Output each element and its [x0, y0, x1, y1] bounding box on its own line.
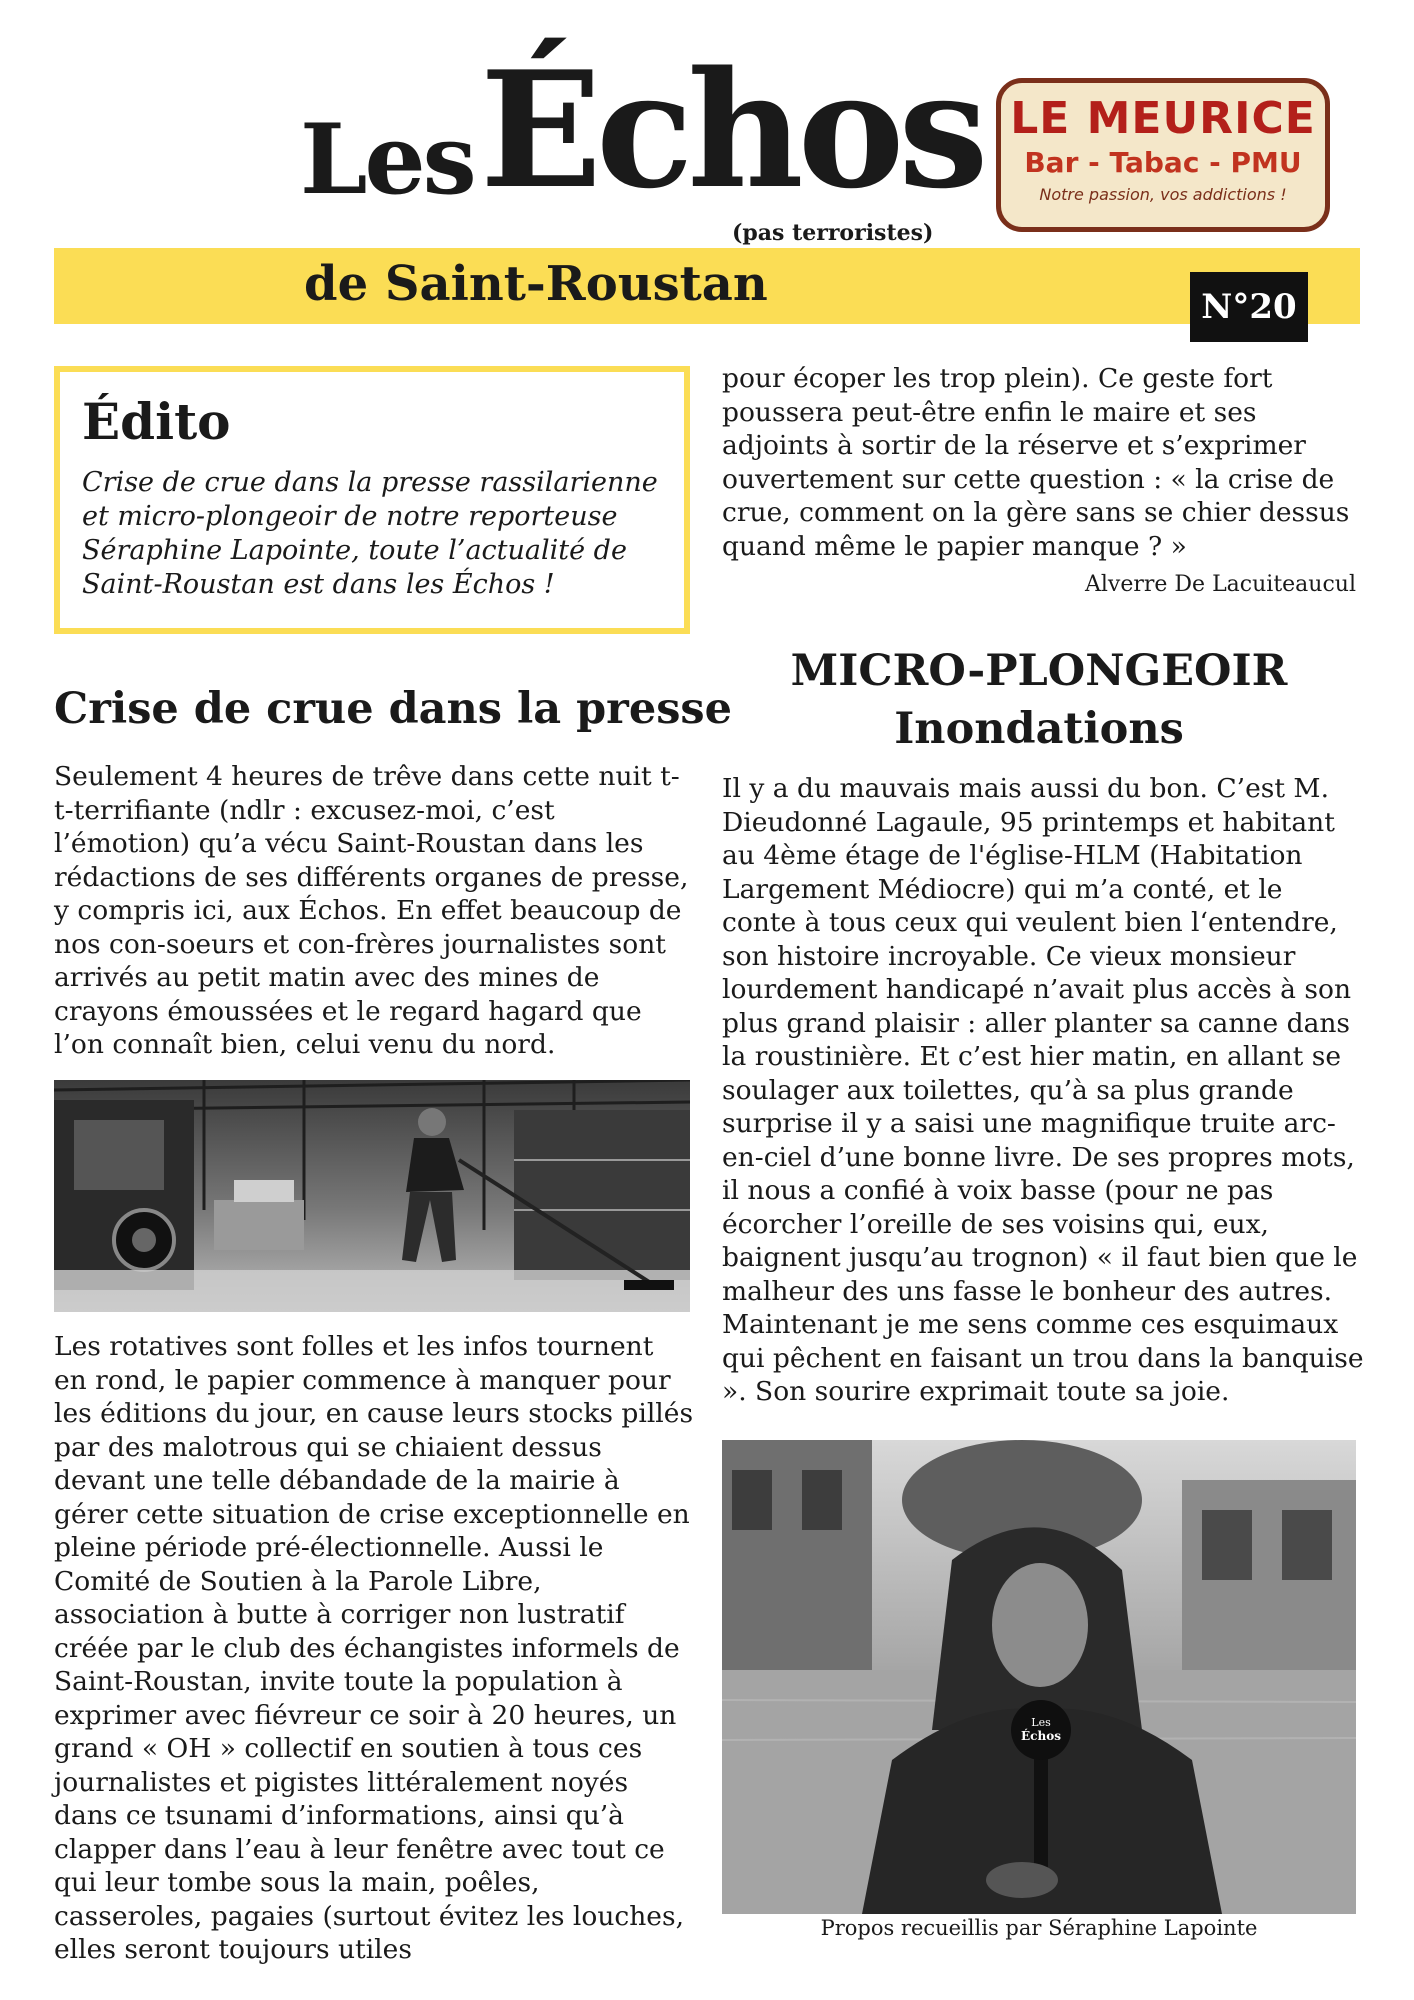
ad-name: LE MEURICE: [1010, 93, 1316, 144]
masthead-echos: Échos: [480, 36, 983, 224]
edito-box: [54, 366, 690, 634]
article1-para2: Les rotatives sont folles et les infos tournent en rond, le papier commence à manquer pour les éditions du jour, en cause leurs stocks pillés par des malotrous qui se chiaient dessus devant une telle débandade de la mairie à gérer cette situation de crise exceptionnelle en pleine période pré-électionnelle. Aussi le Comité de Soutien à la Parole Libre, association à butte à corriger non lustratif créée par le club des échangistes informels de Saint-Roustan, invite toute la population à exprimer avec fiévreur ce soir à 20 heures, un grand « OH » collectif en soutien à tous ces journalistes et pigistes littéralement noyés dans ce tsunami d’informations, ainsi qu’à clapper dans l’eau à leur fenêtre avec tout ce qui leur tombe sous la main, poêles, casseroles, pagaies (surtout évitez les louches, elles seront toujours utiles: [54, 1331, 694, 1965]
issue-number: N°20: [1190, 272, 1308, 342]
reporter-flood-photo: [722, 1440, 1356, 1914]
article1-signature: Alverre De Lacuiteaucul: [1085, 572, 1356, 597]
advertisement-le-meurice: [996, 78, 1330, 232]
pressroom-flood-photo: [54, 1080, 690, 1312]
masthead-subtitle: (pas terroristes): [732, 220, 934, 246]
article1-para1: Seulement 4 heures de trêve dans cette nuit t-t-terrifiante (ndlr : excusez-moi, c’est l’émotion) qu’a vécu Saint-Roustan dans les rédactions de ses différents organes de presse, y compris ici, aux Échos. En effet beaucoup de nos con-soeurs et con-frères journalistes sont arrivés au petit matin avec des mines de crayons émoussées et le regard hagard que l’on connaît bien, celui venu du nord.: [54, 761, 689, 1060]
article2-title-line2: Inondations: [894, 704, 1184, 754]
masthead-les: Les: [300, 103, 474, 216]
mic-logo-line2: Échos: [1021, 1729, 1061, 1743]
edito-title: Édito: [82, 392, 231, 451]
article2-title: [722, 642, 1356, 758]
article1-para3: pour écoper les trop plein). Ce geste fort poussera peut-être enfin le maire et ses adjoints à sortir de la réserve et s’exprimer ouvertement sur cette question : « la crise de crue, comment on la gère sans se chier dessus quand même le papier manque ? »: [722, 363, 1350, 562]
ad-slogan: Notre passion, vos addictions !: [1039, 185, 1287, 204]
masthead-town: de Saint-Roustan: [304, 256, 768, 312]
ad-services: Bar - Tabac - PMU: [1024, 146, 1302, 179]
article2-body: Il y a du mauvais mais aussi du bon. C’est M. Dieudonné Lagaule, 95 printemps et habitant au 4ème étage de l'église-HLM (Habitation Largement Médiocre) qui m’a conté, et le conte à tous ceux qui veulent bien l‘entendre, son histoire incroyable. Ce vieux monsieur lourdement handicapé n’avait plus accès à son plus grand plaisir : aller planter sa canne dans la roustinière. Et c’est hier matin, en allant se soulager aux toilettes, qu’à sa plus grande surprise il y a saisi une magnifique truite arc-en-ciel d’une bonne livre. De ses propres mots, il nous a confié à voix basse (pour ne pas écorcher l’oreille de ses voisins qui, eux, baignent jusqu’au trognon) « il faut bien que le malheur des uns fasse le bonheur des autres. Maintenant je me sens comme ces esquimaux qui pêchent en faisant un trou dans la banquise ». Son sourire exprimait toute sa joie.: [722, 773, 1364, 1407]
edito-text: Crise de crue dans la presse rassilarienne et micro-plongeoir de notre reporteuse Séraphine Lapointe, toute l’actualité de Saint-Roustan est dans les Échos !: [82, 467, 658, 600]
photo-caption: Propos recueillis par Séraphine Lapointe: [820, 1916, 1258, 1940]
article1-title: Crise de crue dans la presse: [54, 684, 732, 734]
article2-title-line1: MICRO-PLONGEOIR: [790, 646, 1288, 696]
mic-logo-line1: Les: [1031, 1716, 1051, 1729]
